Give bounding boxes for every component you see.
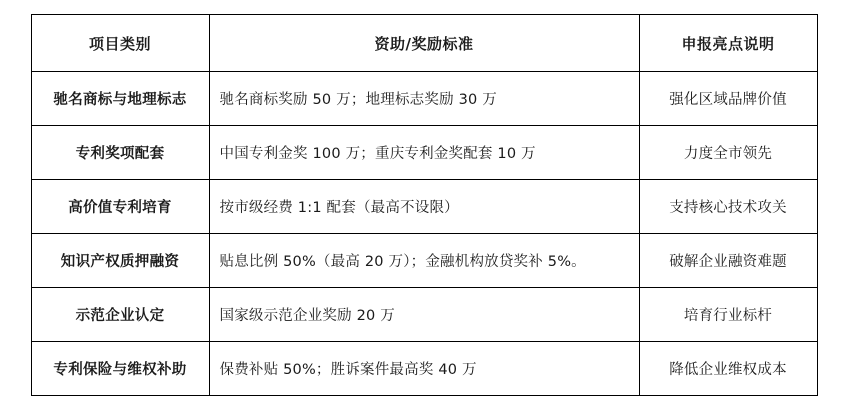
cell-category: 专利奖项配套 [31,126,209,180]
cell-note: 支持核心技术攻关 [639,180,817,234]
column-header-category: 项目类别 [31,15,209,72]
table-header-row [31,15,817,72]
table-header [31,15,817,72]
table-row [31,72,817,126]
table-row [31,234,817,288]
cell-standard: 保费补贴 50%；胜诉案件最高奖 40 万 [209,342,639,396]
table-body [31,72,817,396]
cell-category: 示范企业认定 [31,288,209,342]
table-row [31,288,817,342]
column-header-standard: 资助/奖励标准 [209,15,639,72]
table-row [31,126,817,180]
cell-note: 培育行业标杆 [639,288,817,342]
cell-standard: 按市级经费 1:1 配套（最高不设限） [209,180,639,234]
column-header-note: 申报亮点说明 [639,15,817,72]
cell-category: 高价值专利培育 [31,180,209,234]
table-row [31,180,817,234]
cell-standard: 国家级示范企业奖励 20 万 [209,288,639,342]
cell-category: 专利保险与维权补助 [31,342,209,396]
table-row [31,342,817,396]
cell-category: 驰名商标与地理标志 [31,72,209,126]
cell-standard: 贴息比例 50%（最高 20 万）；金融机构放贷奖补 5%。 [209,234,639,288]
cell-standard: 中国专利金奖 100 万；重庆专利金奖配套 10 万 [209,126,639,180]
cell-note: 降低企业维权成本 [639,342,817,396]
cell-standard: 驰名商标奖励 50 万；地理标志奖励 30 万 [209,72,639,126]
cell-note: 力度全市领先 [639,126,817,180]
cell-category: 知识产权质押融资 [31,234,209,288]
policy-support-table [31,14,818,396]
cell-note: 破解企业融资难题 [639,234,817,288]
cell-note: 强化区域品牌价值 [639,72,817,126]
